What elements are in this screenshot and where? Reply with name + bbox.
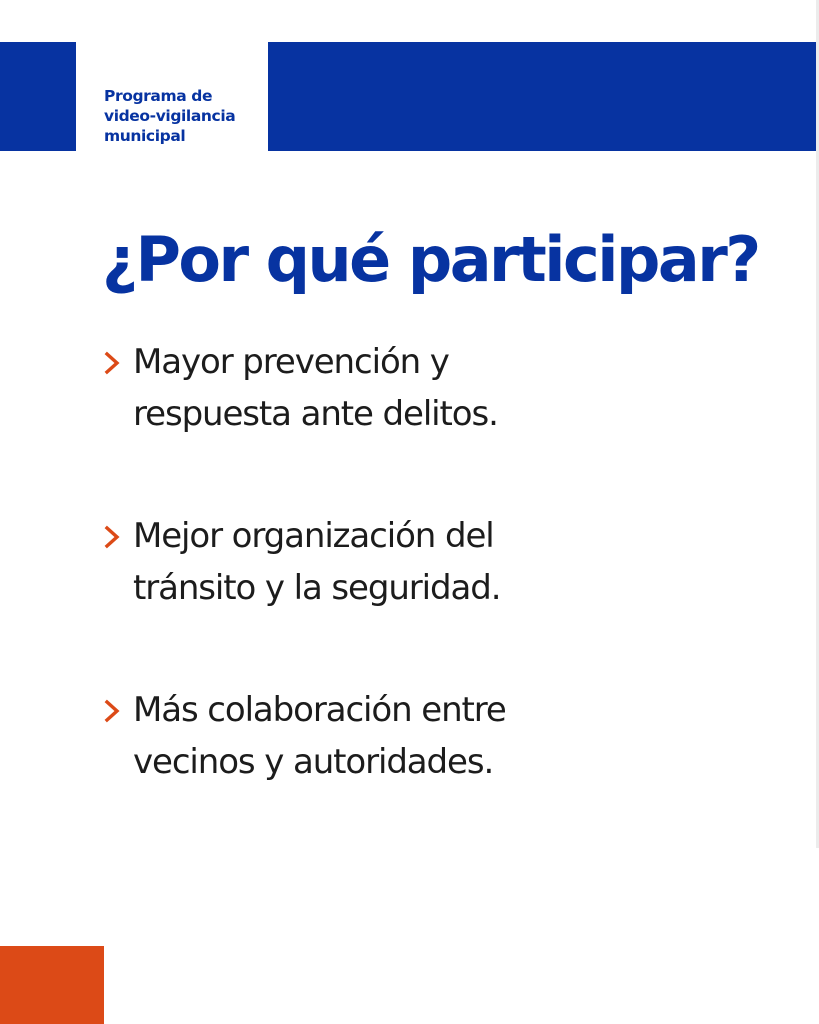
list-item xyxy=(104,510,744,614)
header-bar-left xyxy=(0,42,76,151)
chevron-right-icon xyxy=(104,699,120,723)
header-bar-right xyxy=(268,42,819,151)
chevron-right-icon xyxy=(104,525,120,549)
corner-accent-block xyxy=(0,946,104,1024)
page-title: ¿Por qué participar? xyxy=(102,223,759,296)
chevron-right-icon xyxy=(104,351,120,375)
reason-text: Mejor organización del tránsito y la seguridad. xyxy=(133,516,501,608)
list-item xyxy=(104,336,744,440)
reasons-list xyxy=(104,336,744,788)
list-item xyxy=(104,684,744,788)
program-label: Programa de video-vigilancia municipal xyxy=(104,87,236,145)
reason-text: Mayor prevención y respuesta ante delitos. xyxy=(133,342,498,434)
reason-text: Más colaboración entre vecinos y autoridades. xyxy=(133,690,506,782)
